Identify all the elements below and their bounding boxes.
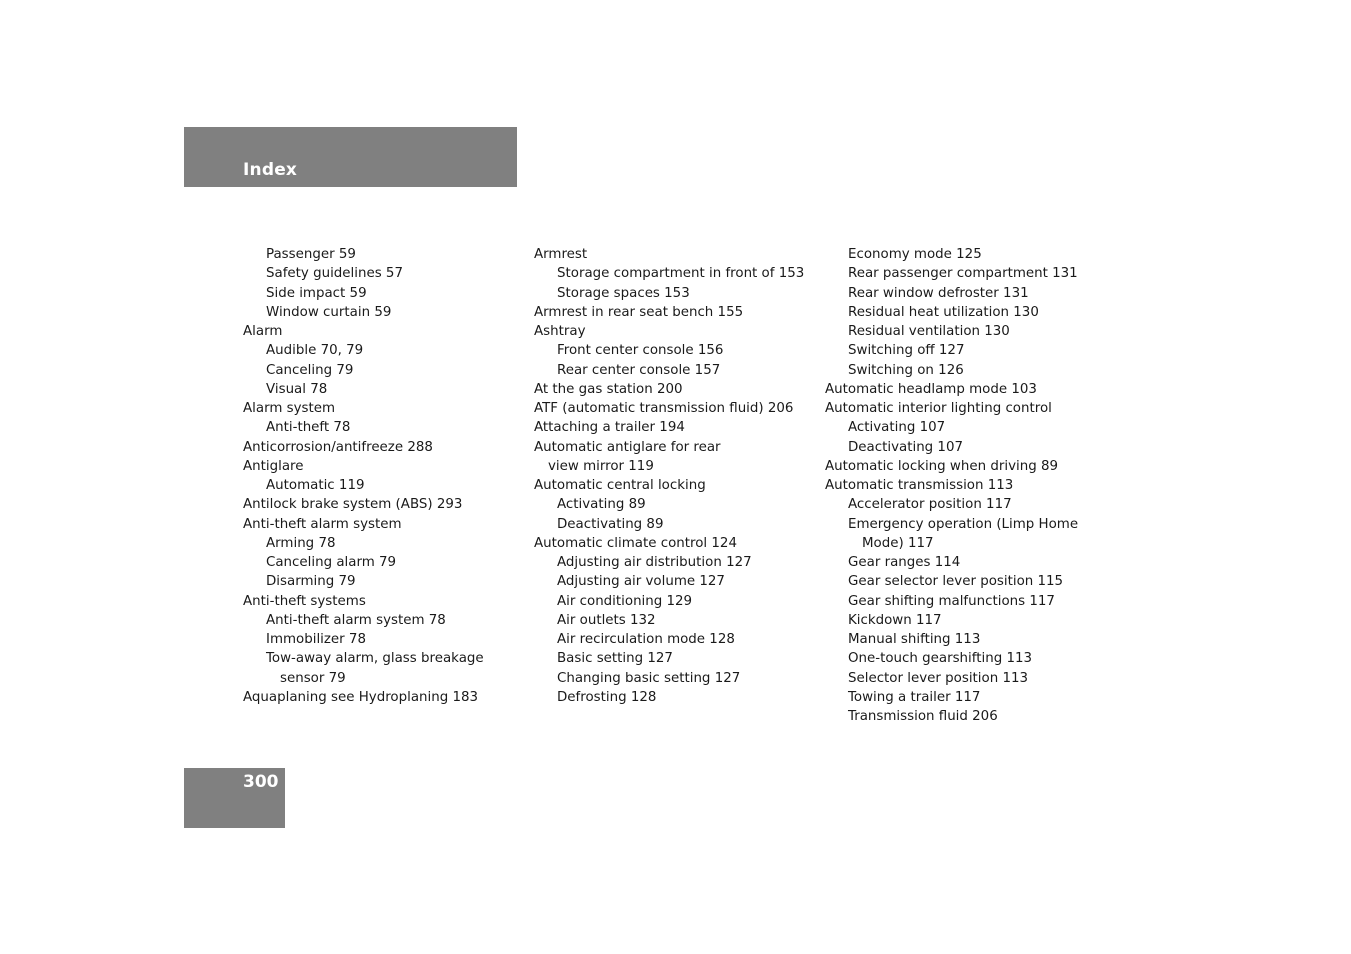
index-entry-text: Automatic central locking — [534, 478, 706, 493]
index-subentry — [825, 630, 1085, 649]
index-subentry — [825, 688, 1085, 707]
index-entry-text: Accelerator position 117 — [848, 497, 1012, 513]
index-entry-text: Safety guidelines 57 — [266, 266, 403, 282]
index-entry-text: Kickdown 117 — [848, 612, 942, 628]
index-subentry — [243, 476, 523, 495]
index-entry-text: Anticorrosion/antifreeze 288 — [243, 439, 433, 455]
index-entry-text: Towing a trailer 117 — [848, 689, 981, 705]
index-entry-text: Storage compartment in front of 153 — [557, 266, 805, 282]
index-entry-text: Aquaplaning see Hydroplaning 183 — [243, 689, 479, 705]
index-entry — [243, 495, 523, 514]
index-entry-text: Storage spaces 153 — [557, 285, 690, 301]
index-entry-text: Residual ventilation 130 — [848, 324, 1010, 339]
index-entry-text: Ashtray — [534, 324, 586, 339]
index-entry-text: Activating 89 — [557, 497, 646, 513]
index-subentry — [825, 361, 1085, 380]
index-entry — [825, 380, 1085, 399]
index-entry-text: Deactivating 89 — [557, 516, 664, 532]
index-entry-text: Basic setting 127 — [557, 651, 673, 667]
index-entry — [534, 303, 819, 322]
index-subentry — [534, 630, 819, 649]
index-entry-text: Air recirculation mode 128 — [557, 632, 735, 647]
index-entry-text: Passenger 59 — [266, 247, 356, 262]
index-subentry — [825, 322, 1085, 341]
index-entry-text: Attaching a trailer 194 — [534, 420, 685, 436]
index-entry-text: Adjusting air distribution 127 — [557, 555, 752, 570]
index-subentry — [243, 572, 523, 591]
index-subentry — [825, 572, 1085, 591]
index-entry-text: Rear window defroster 131 — [848, 285, 1029, 301]
index-entry-text: Changing basic setting 127 — [557, 670, 741, 686]
index-subentry — [534, 688, 819, 707]
index-entry-text: Gear ranges 114 — [848, 555, 961, 570]
index-entry-text: Air conditioning 129 — [557, 593, 693, 609]
index-entry — [243, 457, 523, 476]
index-entry-text: Audible 70, 79 — [266, 343, 364, 359]
index-entry-text: Anti-theft 78 — [266, 420, 351, 436]
index-subentry — [534, 495, 819, 514]
index-subentry — [534, 592, 819, 611]
index-entry-text: Defrosting 128 — [557, 689, 657, 705]
index-entry-text: Armrest in rear seat bench 155 — [534, 304, 744, 320]
index-subentry — [243, 611, 523, 630]
index-subentry — [243, 630, 523, 649]
index-subentry — [825, 303, 1085, 322]
page-title: Index — [243, 160, 298, 180]
index-entry-text: Front center console 156 — [557, 343, 724, 359]
index-entry-text: Immobilizer 78 — [266, 632, 366, 647]
index-subentry — [243, 245, 523, 264]
index-subentry — [534, 361, 819, 380]
header-bar — [184, 127, 517, 187]
index-entry-text: Canceling alarm 79 — [266, 555, 397, 570]
index-subentry — [825, 707, 1085, 726]
index-subentry — [825, 418, 1085, 437]
index-entry-text: Antiglare — [243, 458, 304, 474]
index-entry-text: Side impact 59 — [266, 285, 367, 301]
index-entry — [243, 592, 523, 611]
index-entry-text: Rear center console 157 — [557, 362, 721, 378]
index-entry-text: Residual heat utilization 130 — [848, 304, 1039, 320]
index-entry-text: Anti-theft systems — [243, 593, 366, 609]
index-subentry — [243, 361, 523, 380]
index-entry-text: Tow-away alarm, glass breakage — [266, 651, 484, 667]
page-number: 300 — [243, 772, 279, 792]
index-entry — [825, 399, 1085, 418]
index-entry-text: Automatic 119 — [266, 478, 365, 493]
index-entry — [243, 399, 523, 418]
index-subentry — [825, 245, 1085, 264]
index-entry-continuation: view mirror 119 — [548, 458, 654, 474]
index-subentry — [243, 303, 523, 322]
index-subentry — [243, 553, 523, 572]
index-entry-text: Air outlets 132 — [557, 612, 656, 628]
index-entry-text: Activating 107 — [848, 420, 946, 436]
index-entry-text: Automatic headlamp mode 103 — [825, 381, 1037, 397]
index-entry — [243, 688, 523, 707]
page-number-box — [184, 768, 285, 828]
index-subentry — [534, 553, 819, 572]
index-subentry — [534, 284, 819, 303]
index-entry-text: Automatic transmission 113 — [825, 478, 1014, 493]
index-subentry — [534, 515, 819, 534]
index-entry-text: Economy mode 125 — [848, 247, 982, 262]
index-subentry — [825, 341, 1085, 360]
index-entry — [243, 438, 523, 457]
index-entry-text: Gear selector lever position 115 — [848, 574, 1064, 590]
index-entry-text: Transmission fluid 206 — [848, 709, 998, 724]
index-subentry — [534, 649, 819, 668]
index-entry — [534, 322, 819, 341]
index-entry-text: Automatic locking when driving 89 — [825, 458, 1058, 474]
index-subentry — [825, 284, 1085, 303]
index-entry-continuation: sensor 79 — [280, 670, 346, 686]
index-column-3 — [825, 245, 1085, 726]
index-subentry — [825, 649, 1085, 668]
index-entry — [534, 380, 819, 399]
index-entry-text: Switching on 126 — [848, 362, 964, 378]
index-subentry — [534, 611, 819, 630]
index-entry-text: Armrest — [534, 247, 588, 262]
index-subentry — [243, 341, 523, 360]
index-subentry — [534, 341, 819, 360]
index-entry — [534, 418, 819, 437]
index-column-1 — [243, 245, 523, 707]
index-entry-continuation: Mode) 117 — [862, 535, 934, 551]
index-entry — [243, 515, 523, 534]
index-subentry — [243, 418, 523, 437]
index-entry-text: Switching off 127 — [848, 343, 965, 359]
index-entry — [825, 457, 1085, 476]
index-entry — [534, 476, 819, 495]
index-subentry — [825, 438, 1085, 457]
index-entry — [534, 534, 819, 553]
index-entry-text: Anti-theft alarm system — [243, 516, 402, 532]
index-entry — [534, 245, 819, 264]
index-column-2 — [534, 245, 819, 707]
index-subentry — [825, 592, 1085, 611]
index-subentry — [534, 572, 819, 591]
index-entry-text: One-touch gearshifting 113 — [848, 651, 1033, 667]
index-entry-text: Anti-theft alarm system 78 — [266, 612, 446, 628]
index-entry-text: At the gas station 200 — [534, 381, 683, 397]
index-entry-text: Disarming 79 — [266, 574, 356, 590]
index-entry-text: Canceling 79 — [266, 362, 354, 378]
index-subentry — [825, 553, 1085, 572]
index-subentry — [825, 495, 1085, 514]
index-entry-text: Selector lever position 113 — [848, 670, 1029, 686]
index-entry — [534, 438, 819, 477]
index-subentry — [243, 284, 523, 303]
index-entry-text: Visual 78 — [266, 381, 328, 397]
index-entry-text: Gear shifting malfunctions 117 — [848, 593, 1055, 609]
index-entry-text: Antilock brake system (ABS) 293 — [243, 497, 463, 513]
index-entry — [825, 476, 1085, 495]
index-subentry — [825, 264, 1085, 283]
index-entry-text: Manual shifting 113 — [848, 632, 981, 647]
index-entry-text: Automatic interior lighting control — [825, 401, 1052, 416]
index-subentry — [825, 669, 1085, 688]
index-entry-text: Rear passenger compartment 131 — [848, 266, 1078, 282]
index-entry-text: ATF (automatic transmission fluid) 206 — [534, 401, 794, 416]
index-subentry — [825, 611, 1085, 630]
index-subentry — [243, 380, 523, 399]
index-entry-text: Window curtain 59 — [266, 304, 392, 320]
index-entry-text: Automatic antiglare for rear — [534, 439, 721, 455]
index-entry-text: Deactivating 107 — [848, 439, 963, 455]
index-entry-text: Alarm system — [243, 401, 336, 416]
index-entry — [534, 399, 819, 418]
index-subentry — [243, 264, 523, 283]
index-entry-text: Automatic climate control 124 — [534, 535, 737, 551]
index-subentry — [534, 669, 819, 688]
index-entry-text: Alarm — [243, 324, 283, 339]
index-subentry — [534, 264, 819, 283]
index-entry-text: Emergency operation (Limp Home — [848, 516, 1079, 532]
index-subentry — [243, 534, 523, 553]
index-subentry — [243, 649, 523, 688]
index-entry-text: Arming 78 — [266, 535, 336, 551]
index-subentry — [825, 515, 1085, 554]
index-entry-text: Adjusting air volume 127 — [557, 574, 725, 590]
index-entry — [243, 322, 523, 341]
